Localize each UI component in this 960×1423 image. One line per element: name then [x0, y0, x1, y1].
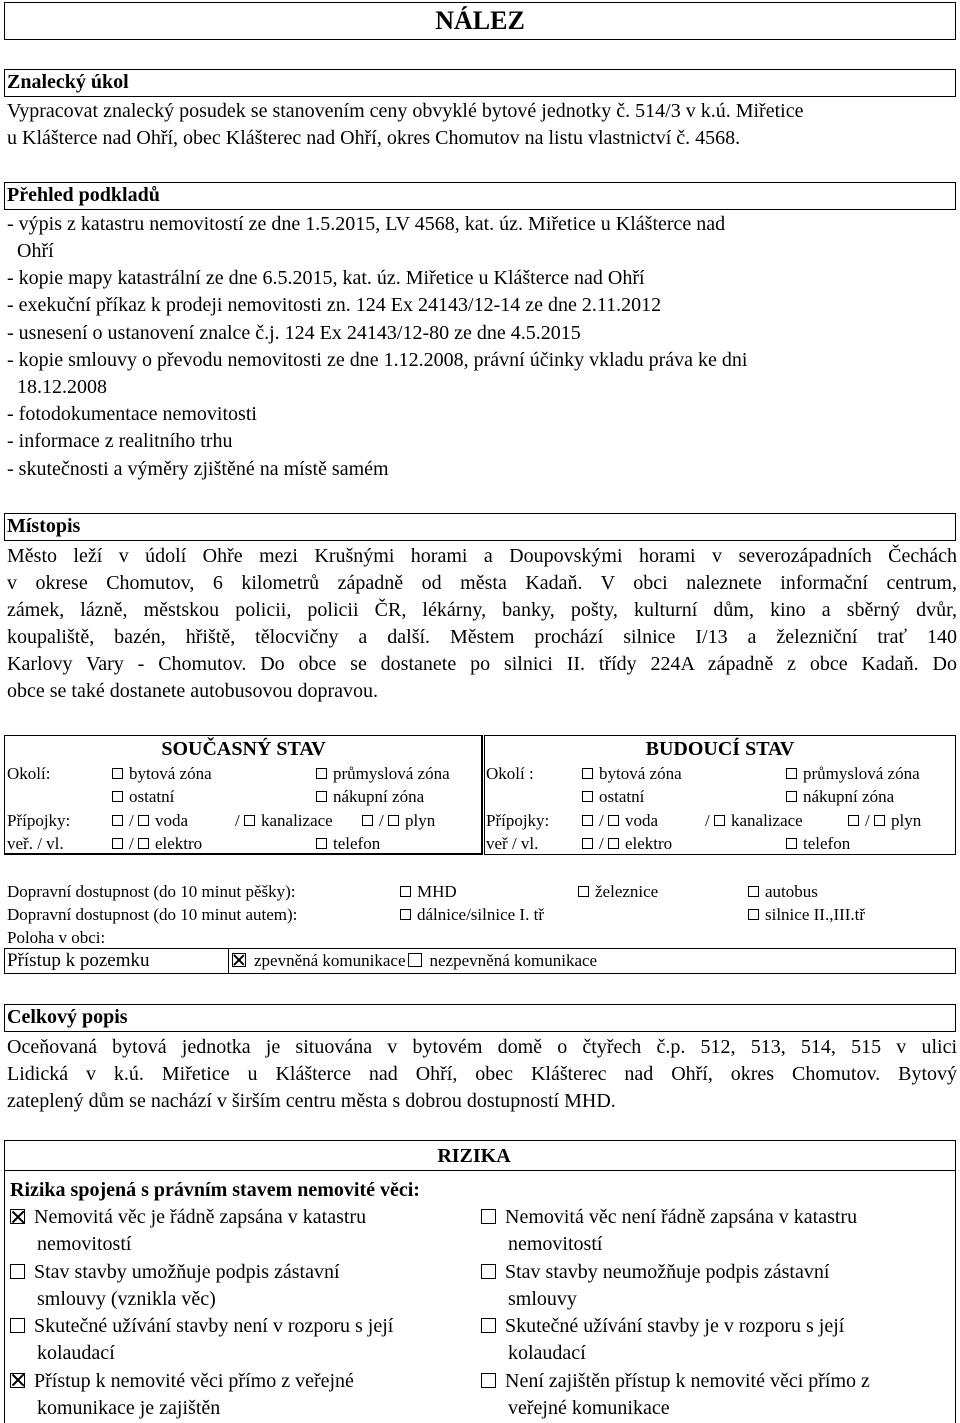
ukol-line: u Klášterce nad Ohří, obec Klášterec nad Ohří, okres Chomutov na listu vlastnictví č. 4568. [7, 127, 741, 149]
ukol-heading: Znalecký úkol [7, 71, 129, 93]
podklady-item: - skutečnosti a výměry zjištěné na místě samém [7, 458, 389, 480]
risk-item-text: komunikace je zajištěn [37, 1396, 221, 1419]
checkbox-icon [316, 768, 327, 779]
podklady-item: 18.12.2008 [7, 376, 107, 398]
risk-item-text: nemovitostí [508, 1233, 603, 1255]
ver-label: veř. / vl. [7, 834, 64, 853]
mistopis-line: Město leží v údolí Ohře mezi Krušnými horami a Doupovskými horami v severozápadních Čechách [7, 545, 957, 567]
risk-item-text: Nemovitá věc je řádně zapsána v katastru [34, 1206, 367, 1228]
future-okoli-label: Okolí : [486, 764, 534, 783]
checkbox-icon [10, 1264, 25, 1279]
risk-item-text: Skutečné užívání stavby není v rozporu s její [34, 1315, 394, 1337]
risk-item-text: Přístup k nemovité věci přímo z veřejné [34, 1369, 354, 1392]
checkbox-icon [748, 909, 759, 920]
risk-item-text: Nemovitá věc není řádně zapsána v katastru [505, 1206, 858, 1228]
bytova-zona-option[interactable]: bytová zóna [112, 762, 212, 785]
podklady-item: - fotodokumentace nemovitosti [7, 403, 257, 425]
checkbox-icon [112, 838, 123, 849]
checkbox-icon [138, 815, 149, 826]
future-bytova-zona-option[interactable]: bytová zóna [582, 762, 682, 785]
future-prumyslova-zona-option[interactable]: průmyslová zóna [786, 762, 920, 785]
popis-heading-box [4, 1004, 956, 1032]
ukol-line: Vypracovat znalecký posudek se stanovením ceny obvyklé bytové jednotky č. 514/3 v k.ú. Miřetice [7, 100, 804, 122]
risk-item-right[interactable] [481, 1204, 857, 1258]
popis-line: zateplený dům se nachází v širším centru města s dobrou dostupností MHD. [7, 1090, 616, 1112]
checkbox-icon [748, 886, 759, 897]
risk-item-right[interactable] [481, 1313, 844, 1367]
checkbox-icon [582, 768, 593, 779]
checkbox-icon [138, 838, 149, 849]
checkbox-icon [582, 815, 593, 826]
podklady-item: - výpis z katastru nemovitostí ze dne 1.5.2015, LV 4568, kat. úz. Miřetice u Klášterce nad [7, 213, 726, 235]
checkbox-icon [362, 815, 373, 826]
autobus-option[interactable]: autobus [748, 880, 818, 903]
risk-item-left[interactable] [10, 1313, 393, 1367]
checkbox-icon [786, 838, 797, 849]
checkbox-icon [244, 815, 255, 826]
checkbox-icon [481, 1264, 496, 1279]
checkbox-icon [848, 815, 859, 826]
dalnice-option[interactable]: dálnice/silnice I. tř [400, 903, 544, 926]
risk-item-text: smlouvy (vznikla věc) [37, 1287, 216, 1310]
checkbox-icon [112, 768, 123, 779]
mistopis-line: obce se také dostanete autobusovou dopravou. [7, 680, 379, 702]
podklady-heading: Přehled podkladů [7, 184, 160, 206]
checkbox-icon [316, 838, 327, 849]
popis-heading: Celkový popis [7, 1006, 128, 1028]
popis-line: Oceňovaná bytová jednotka je situována v bytovém domě o čtyřech č.p. 512, 513, 514, 515 v ulici [7, 1036, 957, 1058]
zeleznice-option[interactable]: železnice [578, 880, 658, 903]
risk-item-text: kolaudací [508, 1342, 586, 1364]
checkbox-icon [481, 1373, 496, 1388]
popis-line: Lidická v k.ú. Miřetice u Klášterce nad Ohří, obec Klášterec nad Ohří, okres Chomutov. Bytový [7, 1063, 957, 1085]
zpevnena-option[interactable]: zpevněná komunikace nezpevněná komunikace [232, 949, 597, 972]
mistopis-line: koupaliště, bazén, hřiště, tělocvičny a další. Městem prochází silnice I/13 a železniční trať 140 [7, 626, 957, 648]
risk-item-text: Skutečné užívání stavby je v rozporu s její [505, 1315, 845, 1337]
risk-item-text: Stav stavby neumožňuje podpis zástavní [505, 1260, 830, 1283]
risk-item-text: veřejné komunikace [508, 1396, 670, 1419]
risk-item-right[interactable] [481, 1368, 870, 1422]
podklady-item: - kopie smlouvy o převodu nemovitosti ze dne 1.12.2008, právní účinky vkladu práva ke dni [7, 349, 748, 371]
risk-item-text: Stav stavby umožňuje podpis zástavní [34, 1260, 340, 1283]
telefon-option[interactable]: telefon [316, 832, 380, 855]
checkbox-icon [714, 815, 725, 826]
voda-option[interactable]: / voda [112, 809, 188, 832]
future-nakupni-zona-option[interactable]: nákupní zóna [786, 785, 894, 808]
risk-item-text: smlouvy [508, 1287, 577, 1310]
future-ostatni-option[interactable]: ostatní [582, 785, 644, 808]
page-title: NÁLEZ [435, 6, 525, 35]
podklady-item: Ohří [7, 240, 54, 262]
silnice-option[interactable]: silnice II.,III.tř [748, 903, 865, 926]
future-plyn-option[interactable]: / plyn [848, 809, 921, 832]
pristup-divider [228, 948, 229, 974]
rizika-heading: RIZIKA [437, 1145, 511, 1167]
mistopis-line: Karlovy Vary - Chomutov. Do obce se dostanete po silnici II. třídy 224A západně z obce Kadaň. Do [7, 653, 957, 675]
checked-box-icon [10, 1209, 25, 1224]
checkbox-icon [400, 909, 411, 920]
future-ver-label: veř / vl. [486, 834, 539, 853]
podklady-item: - informace z realitního trhu [7, 430, 233, 452]
risk-item-text: Není zajištěn přístup k nemovité věci přímo z [505, 1369, 870, 1392]
checkbox-icon [608, 815, 619, 826]
mhd-option[interactable]: MHD [400, 880, 457, 903]
checked-box-icon [10, 1373, 25, 1388]
okoli-label: Okolí: [7, 764, 51, 783]
checkbox-icon [10, 1318, 25, 1333]
podklady-item: - exekuční příkaz k prodeji nemovitosti zn. 124 Ex 24143/12-14 ze dne 2.11.2012 [7, 294, 662, 316]
future-voda-option[interactable]: / voda [582, 809, 658, 832]
current-state-heading: SOUČASNÝ STAV [161, 738, 326, 760]
checkbox-icon [578, 886, 589, 897]
risk-item-right[interactable] [481, 1259, 829, 1313]
checkbox-icon [388, 815, 399, 826]
future-telefon-option[interactable]: telefon [786, 832, 850, 855]
checkbox-icon [786, 791, 797, 802]
kanalizace-option[interactable]: / kanalizace [235, 811, 333, 830]
mistopis-line: v okrese Chomutov, 6 kilometrů západně od města Kadaň. V obci naleznete informační centrum, [7, 572, 957, 594]
checkbox-icon [112, 815, 123, 826]
future-kanalizace-option[interactable]: / kanalizace [705, 811, 803, 830]
checkbox-icon [408, 953, 422, 967]
ukol-heading-box [4, 69, 956, 97]
ostatni-option[interactable]: ostatní [112, 785, 174, 808]
nakupni-zona-option[interactable]: nákupní zóna [316, 785, 424, 808]
risk-item-left[interactable] [10, 1204, 366, 1258]
checkbox-icon [112, 791, 123, 802]
future-elektro-option[interactable]: / elektro [582, 832, 672, 855]
future-state-heading: BUDOUCÍ STAV [645, 738, 795, 760]
risk-item-left[interactable] [10, 1368, 354, 1422]
checkbox-icon [608, 838, 619, 849]
checkbox-icon [582, 838, 593, 849]
checkbox-icon [481, 1318, 496, 1333]
checkbox-icon [874, 815, 885, 826]
prumyslova-zona-option[interactable]: průmyslová zóna [316, 762, 450, 785]
checkbox-icon [582, 791, 593, 802]
poloha-label: Poloha v obci: [7, 928, 106, 947]
rizika-subheading: Rizika spojená s právním stavem nemovité věci: [10, 1179, 420, 1201]
checkbox-icon [400, 886, 411, 897]
pripojky-label: Přípojky: [7, 811, 71, 830]
elektro-option[interactable]: / elektro [112, 832, 202, 855]
pristup-label: Přístup k pozemku [7, 950, 150, 971]
mistopis-heading-box [4, 513, 956, 541]
plyn-option[interactable]: / plyn [362, 809, 435, 832]
risk-item-text: kolaudací [37, 1342, 115, 1364]
checkbox-icon [316, 791, 327, 802]
risk-item-text: nemovitostí [37, 1233, 132, 1255]
future-pripojky-label: Přípojky: [486, 811, 550, 830]
doprava-pesky-label: Dopravní dostupnost (do 10 minut pěšky): [7, 882, 296, 901]
checkbox-icon [481, 1209, 496, 1224]
checkbox-icon [786, 768, 797, 779]
doprava-autem-label: Dopravní dostupnost (do 10 minut autem): [7, 905, 298, 924]
risk-item-left[interactable] [10, 1259, 340, 1313]
rizika-divider [4, 1170, 956, 1171]
checked-box-icon [232, 953, 246, 967]
mistopis-line: zámek, lázně, městskou policii, policii ČR, lékárny, banky, pošty, kulturní dům, kino a sběrný dvůr, [7, 599, 957, 621]
podklady-item: - kopie mapy katastrální ze dne 6.5.2015, kat. úz. Miřetice u Klášterce nad Ohří [7, 267, 645, 289]
podklady-item: - usnesení o ustanovení znalce č.j. 124 Ex 24143/12-80 ze dne 4.5.2015 [7, 322, 581, 344]
mistopis-heading: Místopis [7, 515, 81, 537]
